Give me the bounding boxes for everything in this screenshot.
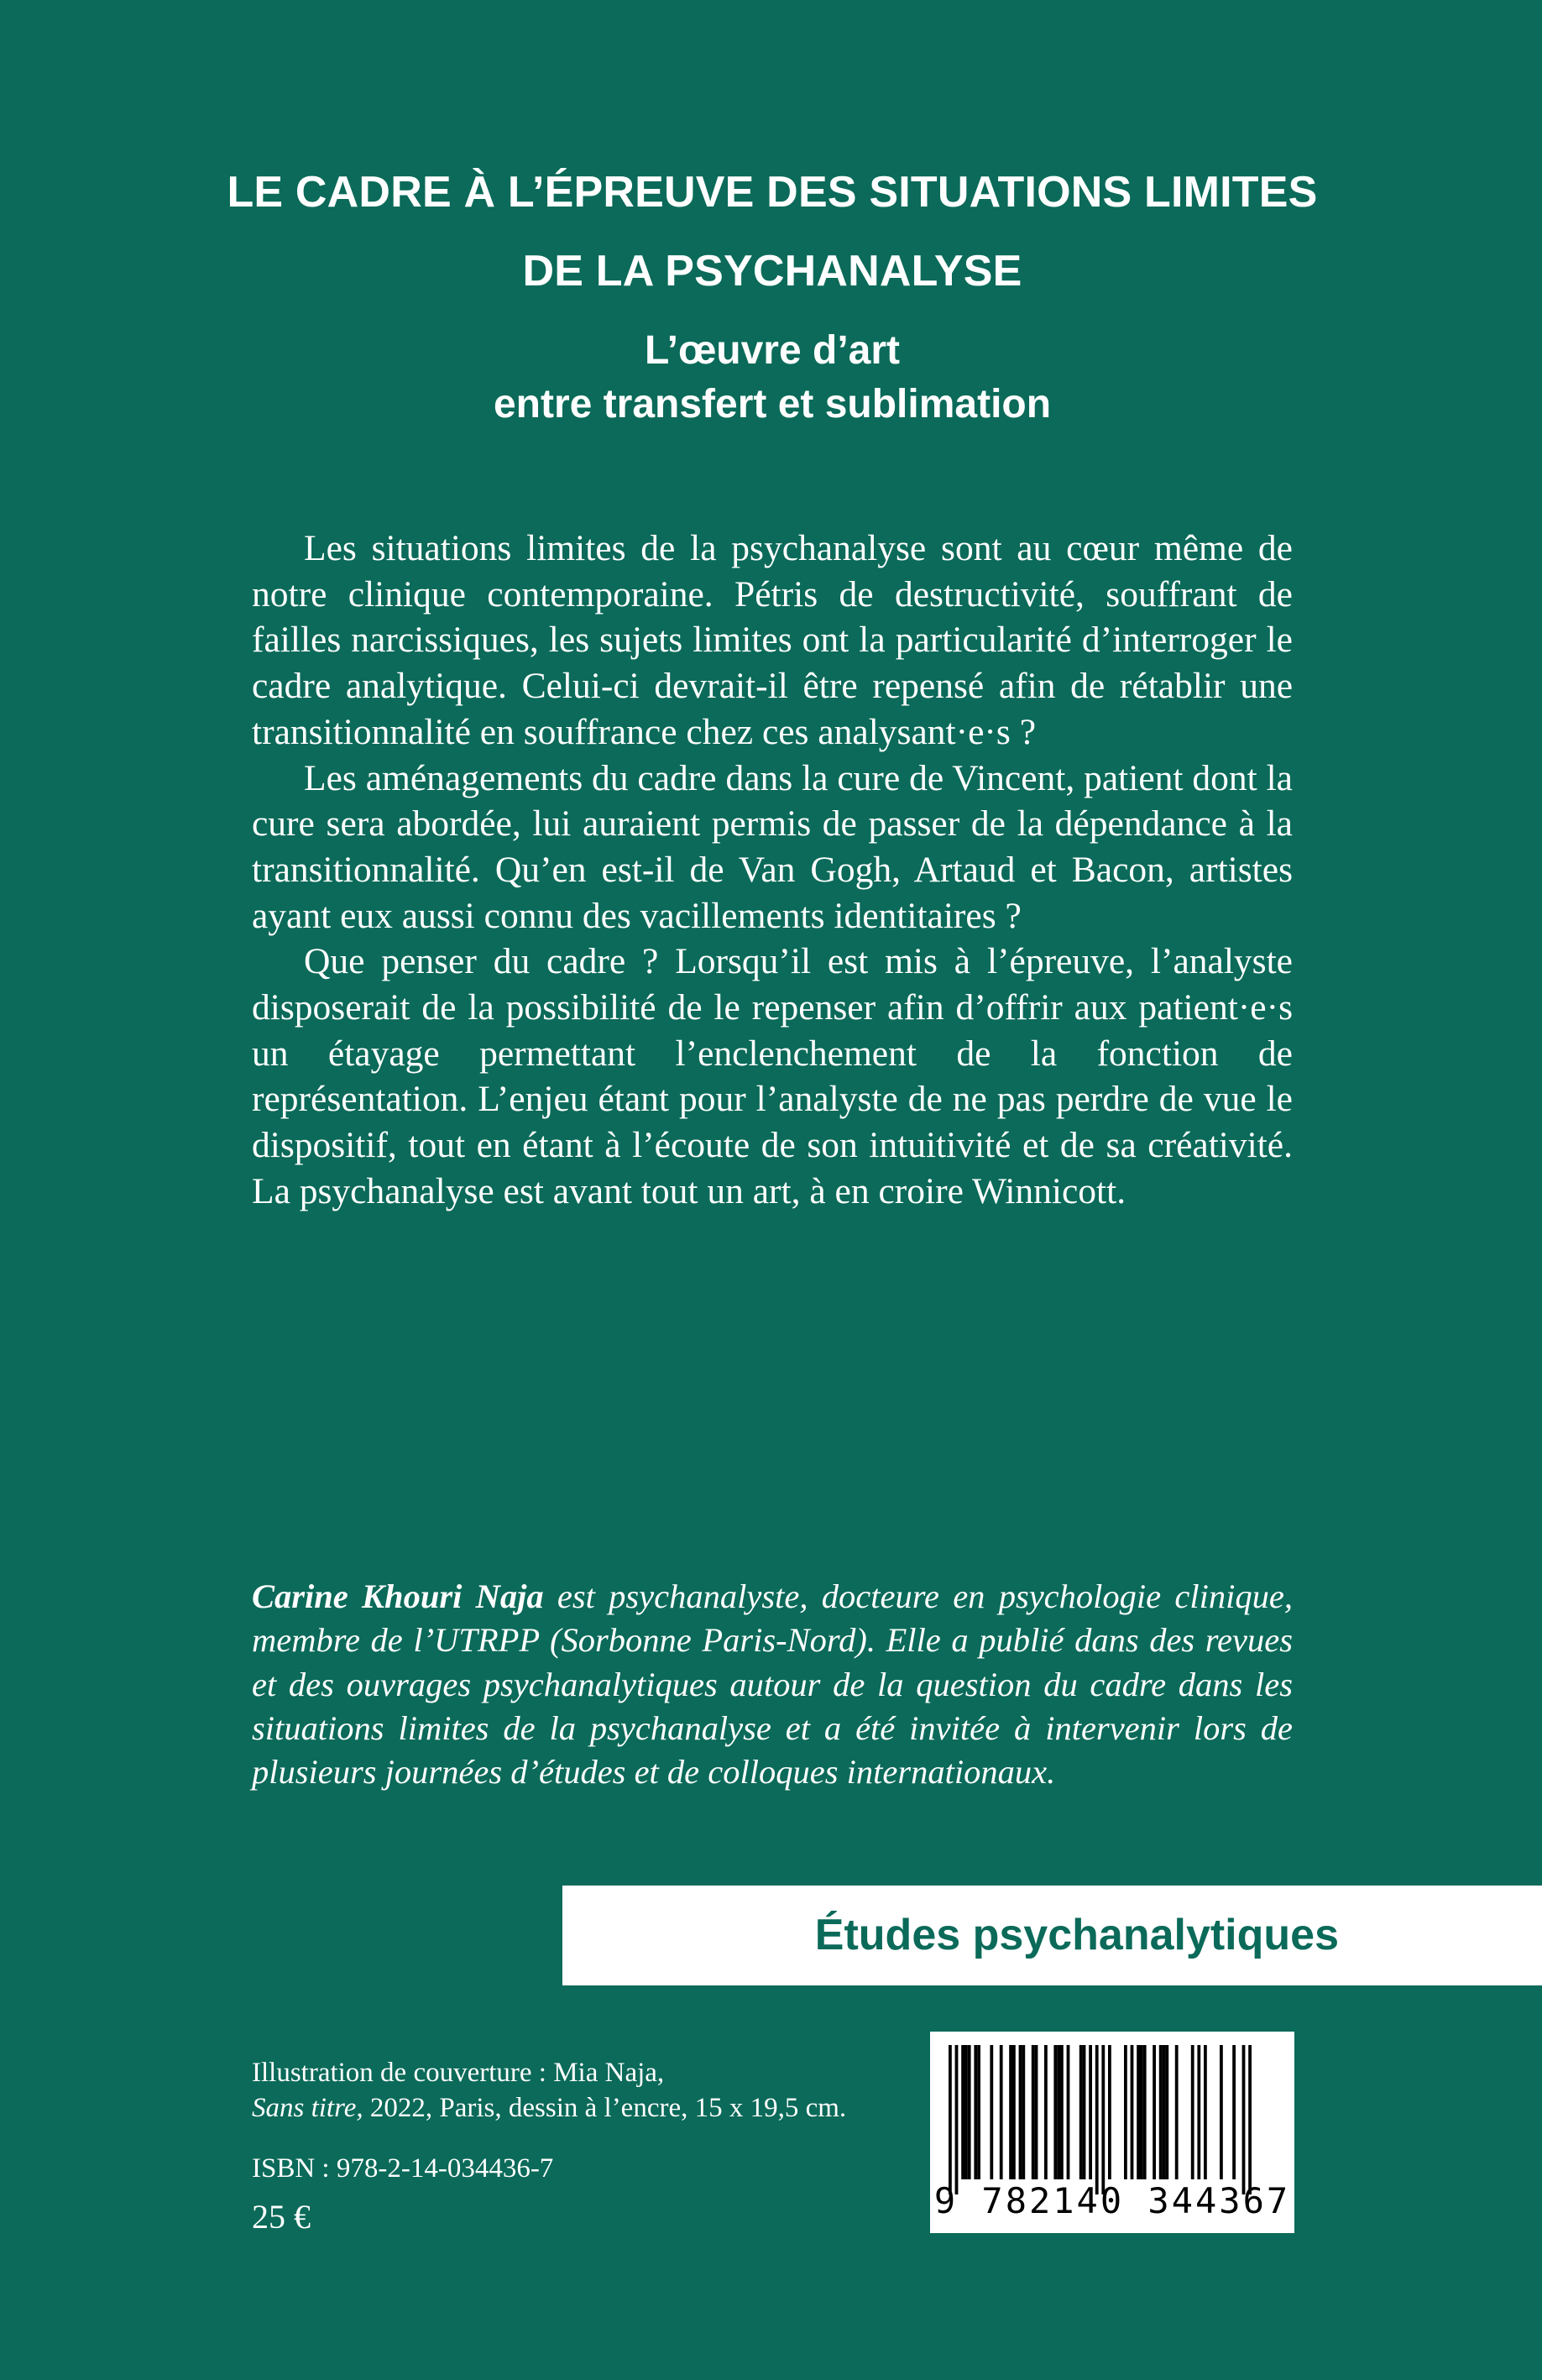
book-subtitle-line-1: L’œuvre d’art — [644, 328, 901, 373]
barcode-bar — [1165, 2045, 1168, 2179]
book-title — [168, 153, 1377, 311]
barcode-bar — [1175, 2045, 1179, 2179]
barcode-bar — [1159, 2045, 1163, 2179]
barcode-bar — [1079, 2045, 1083, 2179]
price: 25 € — [252, 2198, 311, 2236]
book-title-line-1: LE CADRE À L’ÉPREUVE DES SITUATIONS LIMITES — [227, 168, 1318, 217]
illustration-credits — [252, 2055, 923, 2126]
series-label: Études psychanalytiques — [814, 1911, 1339, 1959]
barcode-bar — [1153, 2045, 1156, 2179]
book-subtitle — [168, 324, 1377, 432]
summary-paragraph-3: Que penser du cadre ? Lorsqu’il est mis à l’épreuve, l’analyste disposerait de la possibilité de le repenser afin d’offrir aux patient·e·s un étayage permettant l’enclenchement de la fonction de représentation. L’enjeu étant pour l’analyste de ne pas perdre de vue le dispositif, tout en étant à l’écoute de son intuitivité et de sa créativité. La psychanalyse est avant tout un art, à en croire Winnicott. — [252, 941, 1293, 1211]
barcode-number: 9 782140 344367 — [933, 2180, 1291, 2221]
barcode-bar — [1140, 2045, 1143, 2179]
barcode-bar — [1019, 2045, 1022, 2179]
isbn: ISBN : 978-2-14-034436-7 — [252, 2153, 554, 2184]
barcode-bar — [990, 2045, 993, 2179]
barcode-bar — [1108, 2045, 1111, 2179]
barcode-bar — [1000, 2045, 1003, 2179]
series-band — [562, 1886, 1542, 1985]
barcode-bar — [1143, 2045, 1147, 2179]
barcode-bar — [974, 2045, 977, 2179]
artwork-details: 2022, Paris, dessin à l’encre, 15 x 19,5 cm. — [363, 2093, 847, 2123]
barcode-bar — [968, 2045, 971, 2179]
barcode-bar — [964, 2045, 968, 2179]
barcode-bar — [949, 2045, 952, 2194]
barcode-bar — [1060, 2045, 1064, 2179]
barcode-bar — [1204, 2045, 1207, 2179]
summary-text — [252, 526, 1293, 1215]
barcode-bar — [1089, 2045, 1092, 2179]
barcode-bar — [1242, 2045, 1246, 2194]
barcode-bar — [1191, 2045, 1194, 2179]
barcode-bar — [1101, 2045, 1105, 2194]
barcode-bar — [1009, 2045, 1012, 2179]
barcode-bar — [1032, 2045, 1035, 2179]
barcode-bar — [1163, 2045, 1166, 2179]
barcode-bar — [1220, 2045, 1223, 2179]
barcode-bar — [1012, 2045, 1016, 2179]
barcode-bar — [1083, 2045, 1086, 2179]
barcode-bar — [1035, 2045, 1038, 2179]
barcode-bar — [1053, 2045, 1057, 2179]
barcode-bar — [1022, 2045, 1025, 2179]
barcode-bar — [955, 2045, 959, 2194]
barcode-bar — [1137, 2045, 1140, 2179]
author-bio — [252, 1575, 1293, 1794]
barcode — [930, 2032, 1294, 2233]
summary-paragraph-1: Les situations limites de la psychanalyse sont au cœur même de notre clinique contemporaine. Pétris de destructivité, souffrant de failles narcissiques, les sujets limites ont la particularité d’interroger le cadre analytique. Celui-ci devrait-il être repensé afin de rétablir une transitionnalité en souffrance chez ces analysant·e·s ? — [252, 528, 1293, 752]
barcode-bar — [1197, 2045, 1200, 2179]
author-name: Carine Khouri Naja — [252, 1577, 544, 1615]
artwork-title: Sans titre, — [252, 2093, 363, 2123]
author-bio-text: est psychanalyste, docteure en psychologie clinique, membre de l’UTRPP (Sorbonne Paris-Nord). Elle a publié dans des revues et des ouvrages psychanalytiques autour de la question du cadre dans les situations limites de la psychanalyse et a été invitée à intervenir lors de plusieurs journées d’études et de colloques internationaux. — [252, 1577, 1293, 1792]
barcode-bar — [961, 2045, 964, 2179]
barcode-bar — [1248, 2045, 1252, 2194]
summary-paragraph-2: Les aménagements du cadre dans la cure de Vincent, patient dont la cure sera abordée, lui auraient permis de passer de la dépendance à la transitionnalité. Qu’en est-il de Van Gogh, Artaud et Bacon, artistes ayant eux aussi connu des vacillements identitaires ? — [252, 757, 1293, 936]
barcode-bar — [1131, 2045, 1134, 2179]
barcode-bar — [1124, 2045, 1127, 2179]
credits-line-1: Illustration de couverture : Mia Naja, — [252, 2058, 665, 2088]
barcode-bar — [1044, 2045, 1048, 2179]
barcode-bar — [1067, 2045, 1070, 2179]
barcode-bar — [1095, 2045, 1099, 2194]
credits-line-2 — [252, 2090, 923, 2126]
barcode-bar — [1057, 2045, 1060, 2179]
barcode-bar — [977, 2045, 980, 2179]
book-title-line-2: DE LA PSYCHANALYSE — [522, 247, 1022, 296]
book-subtitle-line-2: entre transfert et sublimation — [493, 382, 1052, 426]
barcode-bar — [1232, 2045, 1236, 2179]
